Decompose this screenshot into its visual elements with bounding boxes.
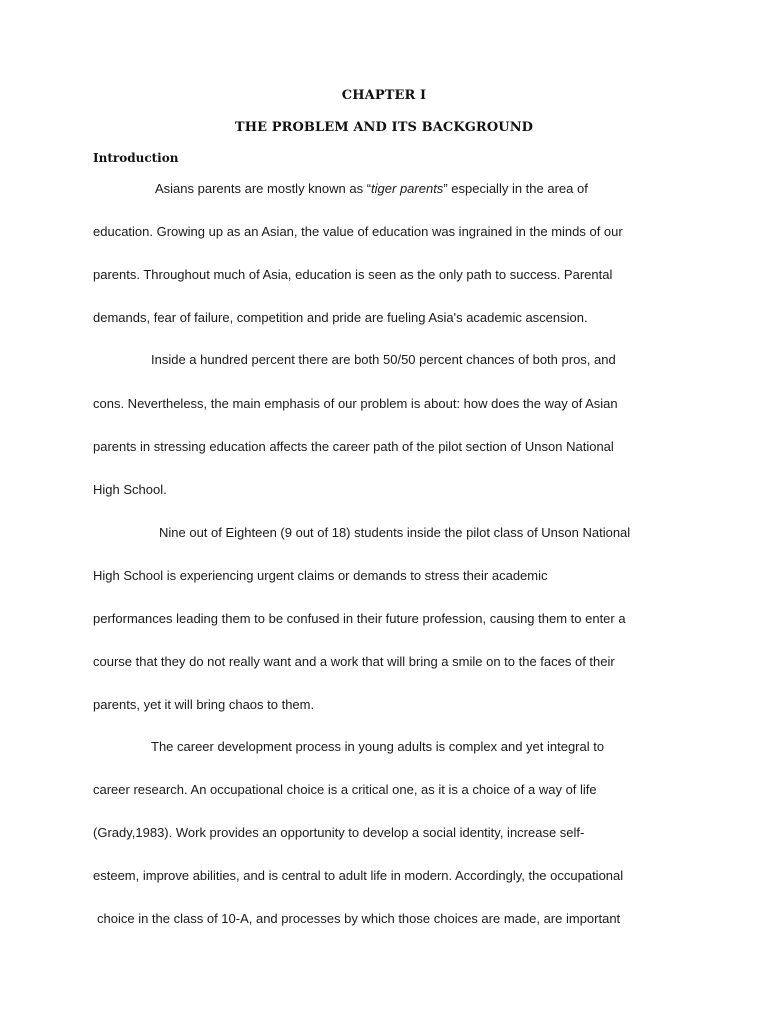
paragraph-line: parents, yet it will bring chaos to them. [93,697,315,712]
paragraph-line: Inside a hundred percent there are both 50/50 percent chances of both pros, and [151,352,616,367]
paragraph-line: parents in stressing education affects the career path of the pilot section of Unson National [93,439,614,454]
paragraph-line: cons. Nevertheless, the main emphasis of our problem is about: how does the way of Asian [93,396,618,411]
paragraph-line: Nine out of Eighteen (9 out of 18) students inside the pilot class of Unson National [159,525,631,540]
section-heading: Introduction [93,151,179,165]
paragraph-line: Asians parents are mostly known as “tiger parents” especially in the area of [155,181,588,196]
paragraph-line: parents. Throughout much of Asia, education is seen as the only path to success. Parental [93,267,613,282]
paragraph-line: High School is experiencing urgent claims or demands to stress their academic [93,568,548,583]
paragraph-line: choice in the class of 10-A, and processes by which those choices are made, are important [97,911,621,926]
paragraph-line: course that they do not really want and a work that will bring a smile on to the faces of their [93,654,615,669]
paragraph-line: (Grady,1983). Work provides an opportunity to develop a social identity, increase self- [93,825,585,840]
chapter-title: THE PROBLEM AND ITS BACKGROUND [234,120,534,135]
paragraph-line: High School. [93,482,167,497]
italic-term: tiger parents [371,181,444,196]
paragraph-line: career research. An occupational choice is a critical one, as it is a choice of a way of life [93,782,597,797]
paragraph-line: education. Growing up as an Asian, the value of education was ingrained in the minds of our [93,224,623,239]
paragraph-line: The career development process in young adults is complex and yet integral to [151,739,605,754]
paragraph-line: demands, fear of failure, competition and pride are fueling Asia's academic ascension. [93,310,588,325]
paragraph-line: performances leading them to be confused in their future profession, causing them to enter a [93,611,626,626]
paragraph-line: esteem, improve abilities, and is central to adult life in modern. Accordingly, the occupational [93,868,624,883]
chapter-heading: CHAPTER I [341,88,427,103]
